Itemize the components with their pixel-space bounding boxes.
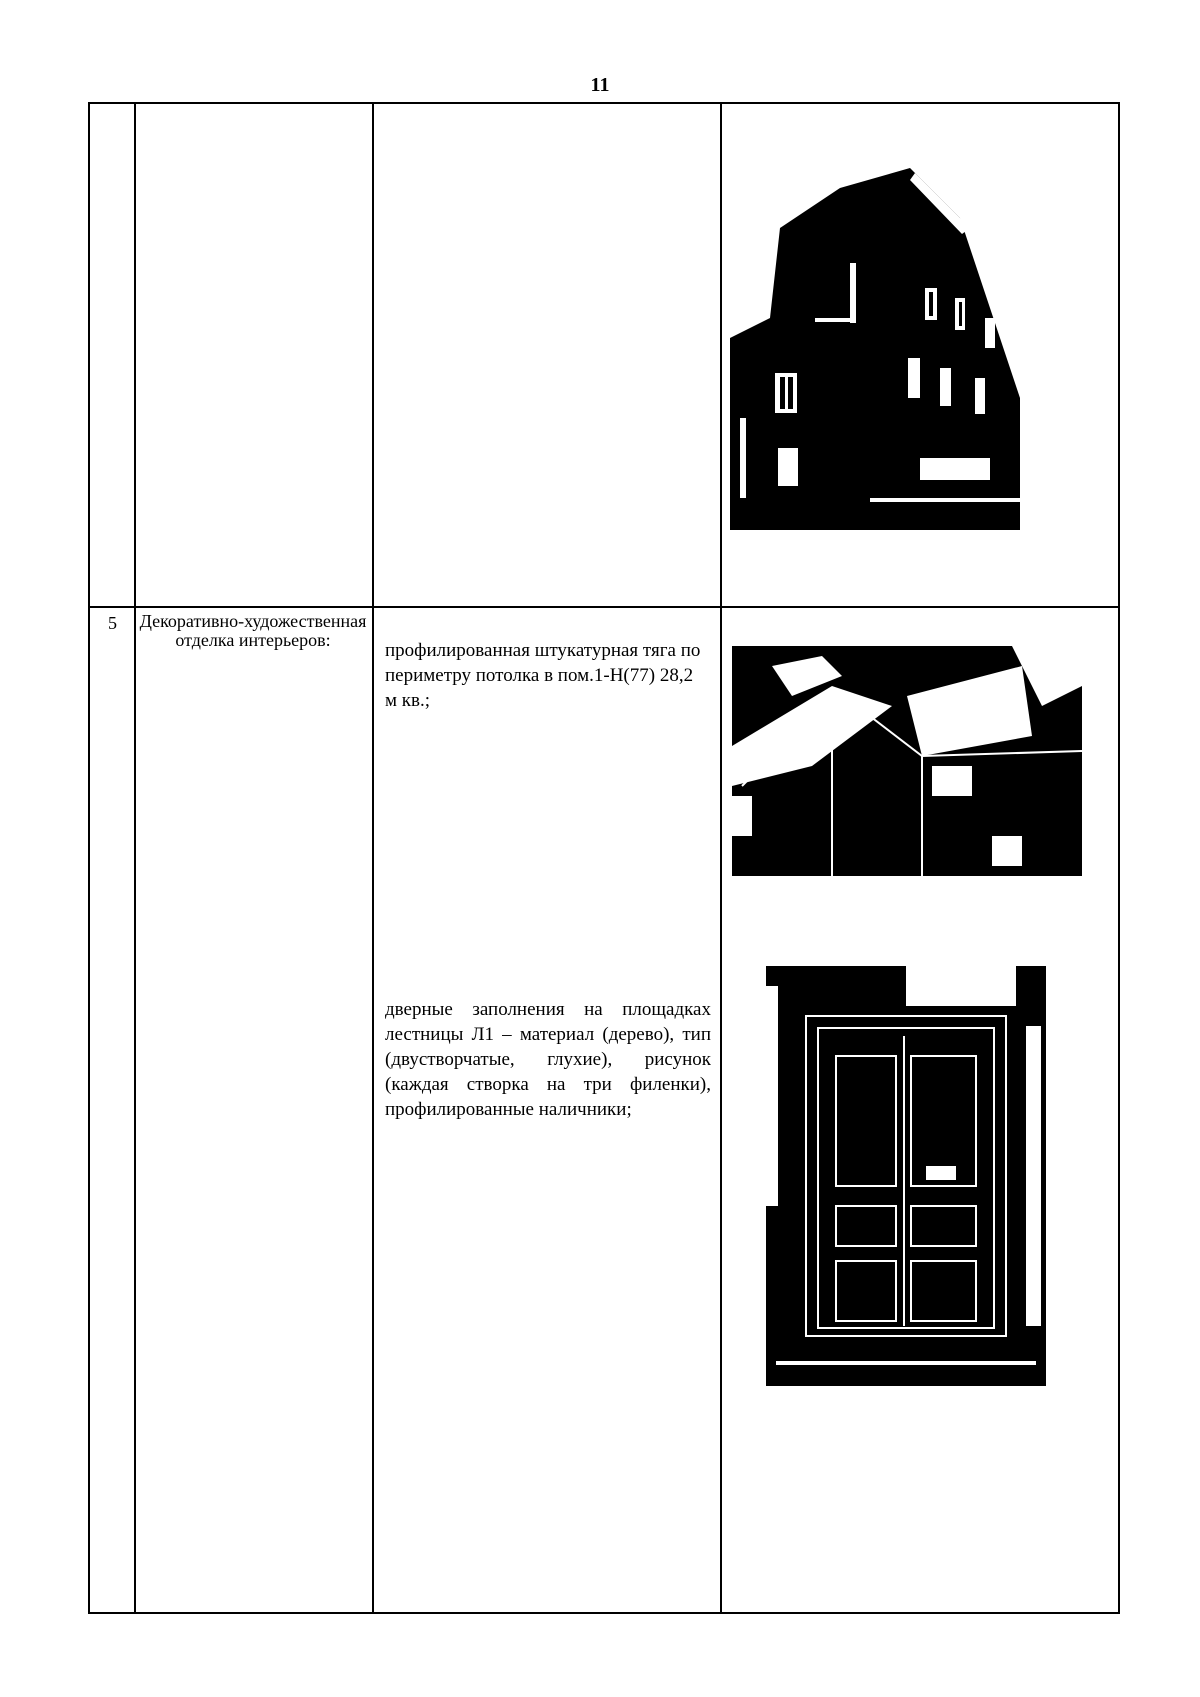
item-description: дверные заполнения на площадках лестницы Л1 – материал (дерево), тип (двустворчатые, глухие), рисунок (каждая створка на три филенки), профилированные наличники;	[385, 999, 711, 1120]
building-facade-image	[730, 168, 1024, 530]
door-image	[766, 966, 1046, 1386]
column-divider	[372, 104, 374, 1612]
row-divider	[90, 606, 1118, 608]
column-divider	[134, 104, 136, 1612]
ceiling-cornice-photo	[732, 646, 1082, 876]
item-description: профилированная штукатурная тяга по периметру потолка в пом.1-Н(77) 28,2 м кв.;	[385, 640, 701, 711]
document-table	[88, 102, 1120, 1614]
door-photo	[766, 966, 1046, 1386]
row-number: 5	[108, 613, 117, 633]
page-number: 11	[590, 74, 610, 96]
building-facade-photo	[730, 168, 1024, 530]
column-divider	[720, 104, 722, 1612]
element-name: Декоративно-художественная отделка интерьеров:	[139, 611, 367, 650]
ceiling-cornice-image	[732, 646, 1082, 876]
